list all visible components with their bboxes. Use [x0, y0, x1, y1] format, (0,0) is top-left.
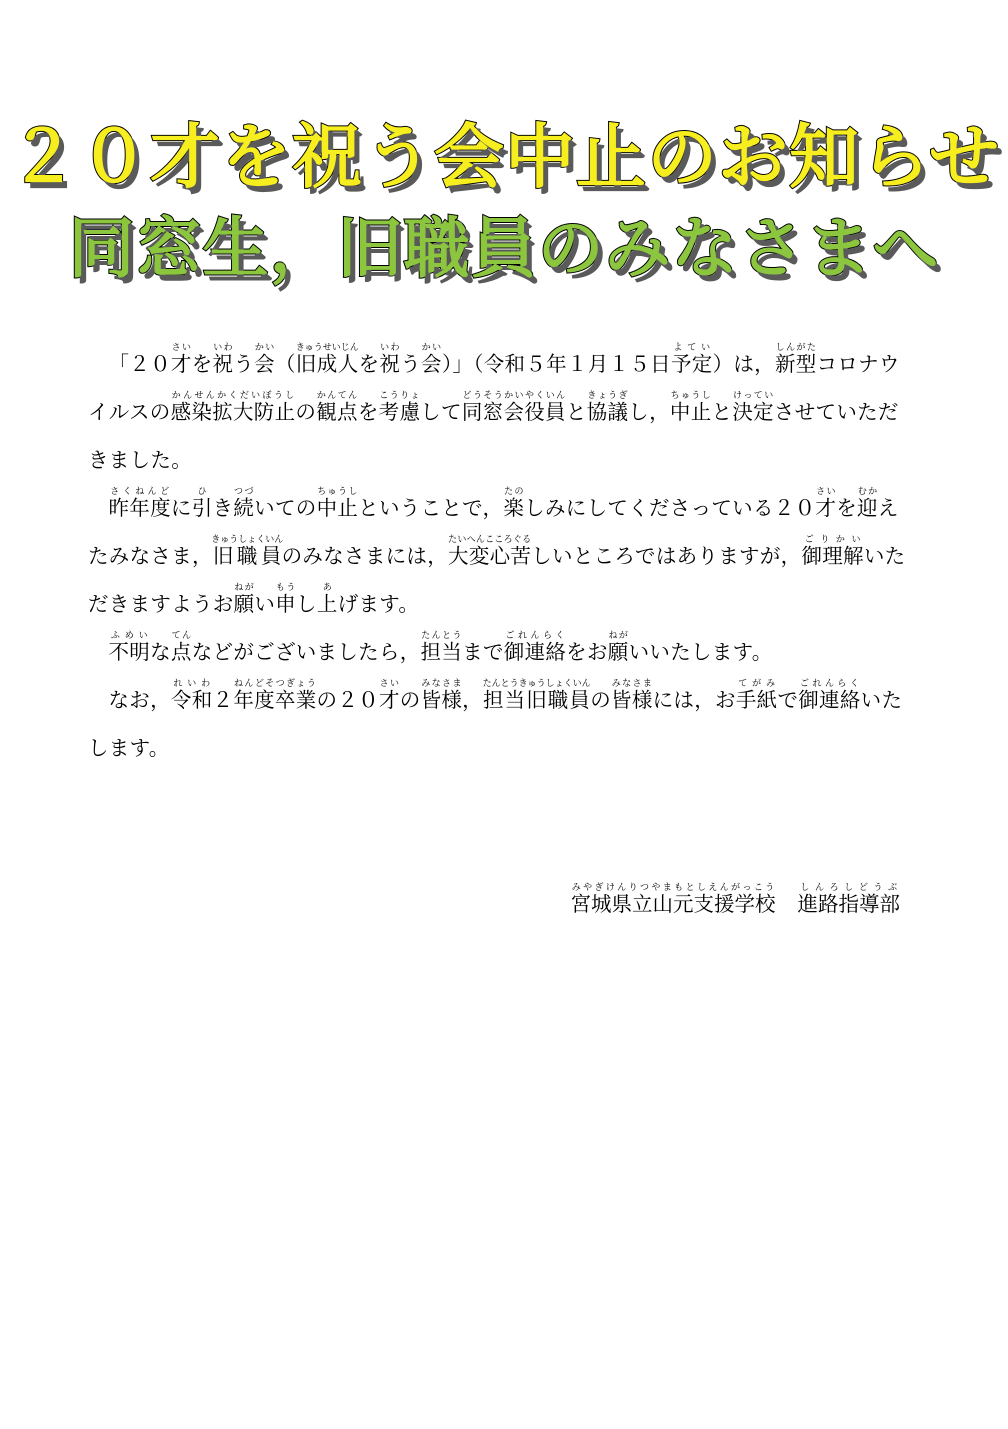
furigana-word: 担当たんとう	[420, 631, 463, 664]
furigana-word: 才さい	[170, 343, 192, 376]
furigana-reading: きゅうせいじん	[295, 343, 359, 353]
furigana-reading: かんてん	[316, 391, 358, 401]
furigana-word: 会かい	[421, 343, 442, 376]
paragraph-4: なお，令和れいわ２年度卒業ねんどそつぎょうの２０才さいの皆様みなさま，担当旧職員たんとうきゅうしょくいんの皆様みなさまには，お手紙てがみで御連絡ごれんらくいたします。	[88, 679, 903, 760]
furigana-reading: みなさま	[420, 679, 463, 689]
furigana-reading: どうそうかいやくいん	[461, 391, 566, 401]
furigana-reading: てん	[170, 631, 192, 641]
furigana-reading: さい	[170, 343, 192, 353]
furigana-word: 感染拡大防止かんせんかくだいぼうし	[170, 391, 296, 424]
paragraph-2: 昨年度さくねんどに引ひき続つづいての中止ちゅうしということで，楽たのしみにしてくださっている２０才さいを迎むかえたみなさま，旧職員きゅうしょくいんのみなさまには，大変心苦たいへんこころぐるしいところではありますが，御理解ごりかいいただきますようお願ねがい申もうし上あげます。	[88, 487, 906, 616]
furigana-word: 願ねが	[233, 583, 255, 616]
furigana-reading: ごれんらく	[798, 679, 861, 689]
furigana-word: 新型しんがた	[774, 343, 817, 376]
furigana-word: 引ひ	[191, 487, 213, 520]
furigana-word: 考慮こうりょ	[378, 391, 421, 424]
furigana-word: 不明ふめい	[108, 631, 151, 664]
furigana-reading: しんろしどうぶ	[797, 883, 900, 893]
furigana-word: 迎むか	[857, 487, 878, 520]
furigana-word: 旧成人きゅうせいじん	[295, 343, 359, 376]
furigana-reading: つづ	[233, 487, 255, 497]
furigana-word: 願ねが	[607, 631, 629, 664]
furigana-reading: ねが	[607, 631, 629, 641]
furigana-word: 進路指導部しんろしどうぶ	[797, 883, 900, 916]
furigana-reading: こうりょ	[378, 391, 421, 401]
furigana-word: 会かい	[254, 343, 275, 376]
furigana-word: 大変心苦たいへんこころぐる	[448, 535, 532, 568]
furigana-reading: ひ	[191, 487, 213, 497]
furigana-word: 手紙てがみ	[735, 679, 778, 712]
furigana-word: 点てん	[170, 631, 192, 664]
furigana-word: 才さい	[378, 679, 400, 712]
furigana-reading: あ	[316, 583, 338, 593]
furigana-reading: きょうぎ	[586, 391, 629, 401]
furigana-word: 予定よてい	[670, 343, 713, 376]
furigana-word: 協議きょうぎ	[586, 391, 629, 424]
furigana-reading: ふめい	[108, 631, 151, 641]
furigana-word: 中止ちゅうし	[316, 487, 359, 520]
department-name	[797, 883, 901, 916]
furigana-word: 上あ	[316, 583, 338, 616]
school-name	[570, 883, 776, 916]
furigana-reading: いわ	[212, 343, 234, 353]
title-line-2: 同窓生，旧職員のみなさまへ	[68, 210, 940, 287]
paragraph-1: 「２０才さいを祝いわう会かい（旧成人きゅうせいじんを祝いわう会かい）」（令和５年１月１５日予定よてい）は，新型しんがたコロナウイルスの感染拡大防止かんせんかくだいぼうしの観点かんてんを考慮こうりょして同窓会役員どうそうかいやくいんと協議きょうぎし，中止ちゅうしと決定けっていさせていただきました。	[88, 343, 900, 472]
furigana-reading: さくねんど	[108, 487, 171, 497]
furigana-word: 楽たの	[503, 487, 525, 520]
furigana-reading: ちゅうし	[316, 487, 359, 497]
furigana-word: 中止ちゅうし	[669, 391, 712, 424]
furigana-reading: かい	[421, 343, 442, 353]
furigana-word: 令和れいわ	[170, 679, 213, 712]
furigana-reading: みやぎけんりつやまもとしえんがっこう	[570, 883, 776, 893]
furigana-word: 御理解ごりかい	[801, 535, 864, 568]
furigana-reading: きゅうしょくいん	[211, 535, 284, 545]
furigana-reading: ちゅうし	[669, 391, 712, 401]
furigana-word: 皆様みなさま	[420, 679, 463, 712]
furigana-reading: ごれんらく	[503, 631, 567, 641]
furigana-reading: さい	[378, 679, 400, 689]
furigana-word: 続つづ	[233, 487, 255, 520]
furigana-reading: たいへんこころぐる	[448, 535, 532, 545]
furigana-reading: れいわ	[170, 679, 213, 689]
furigana-reading: いわ	[379, 343, 401, 353]
title-line-1: ２０才を祝う会中止のお知らせ	[8, 116, 1000, 198]
furigana-word: 宮城県立山元支援学校みやぎけんりつやまもとしえんがっこう	[570, 883, 776, 916]
furigana-word: 申もう	[275, 583, 297, 616]
notice-body	[88, 340, 908, 772]
furigana-reading: よてい	[670, 343, 713, 353]
furigana-reading: てがみ	[735, 679, 778, 689]
furigana-reading: ねんどそつぎょう	[233, 679, 317, 689]
furigana-word: 旧職員きゅうしょくいん	[211, 535, 284, 568]
furigana-reading: かんせんかくだいぼうし	[170, 391, 296, 401]
furigana-reading: たの	[503, 487, 525, 497]
furigana-word: 才さい	[815, 487, 837, 520]
paragraph-3: 不明ふめいな点てんなどがございましたら，担当たんとうまで御連絡ごれんらくをお願ねがいいたします。	[108, 631, 773, 664]
furigana-reading: むか	[857, 487, 878, 497]
furigana-reading: みなさま	[611, 679, 653, 689]
furigana-reading: さい	[815, 487, 837, 497]
furigana-word: 祝いわ	[379, 343, 401, 376]
furigana-word: 担当旧職員たんとうきゅうしょくいん	[482, 679, 591, 712]
furigana-reading: ごりかい	[801, 535, 864, 545]
furigana-word: 御連絡ごれんらく	[798, 679, 861, 712]
furigana-word: 同窓会役員どうそうかいやくいん	[461, 391, 566, 424]
furigana-reading: たんとう	[420, 631, 463, 641]
furigana-word: 御連絡ごれんらく	[503, 631, 567, 664]
furigana-reading: ねが	[233, 583, 255, 593]
furigana-word: 決定けってい	[732, 391, 774, 424]
furigana-reading: たんとうきゅうしょくいん	[482, 679, 591, 689]
furigana-reading: けってい	[732, 391, 774, 401]
furigana-reading: もう	[275, 583, 297, 593]
furigana-reading: かい	[254, 343, 275, 353]
furigana-word: 皆様みなさま	[611, 679, 653, 712]
furigana-word: 昨年度さくねんど	[108, 487, 171, 520]
furigana-word: 観点かんてん	[316, 391, 358, 424]
furigana-word: 年度卒業ねんどそつぎょう	[233, 679, 317, 712]
furigana-reading: しんがた	[774, 343, 817, 353]
signature	[571, 880, 901, 928]
furigana-word: 祝いわ	[212, 343, 234, 376]
